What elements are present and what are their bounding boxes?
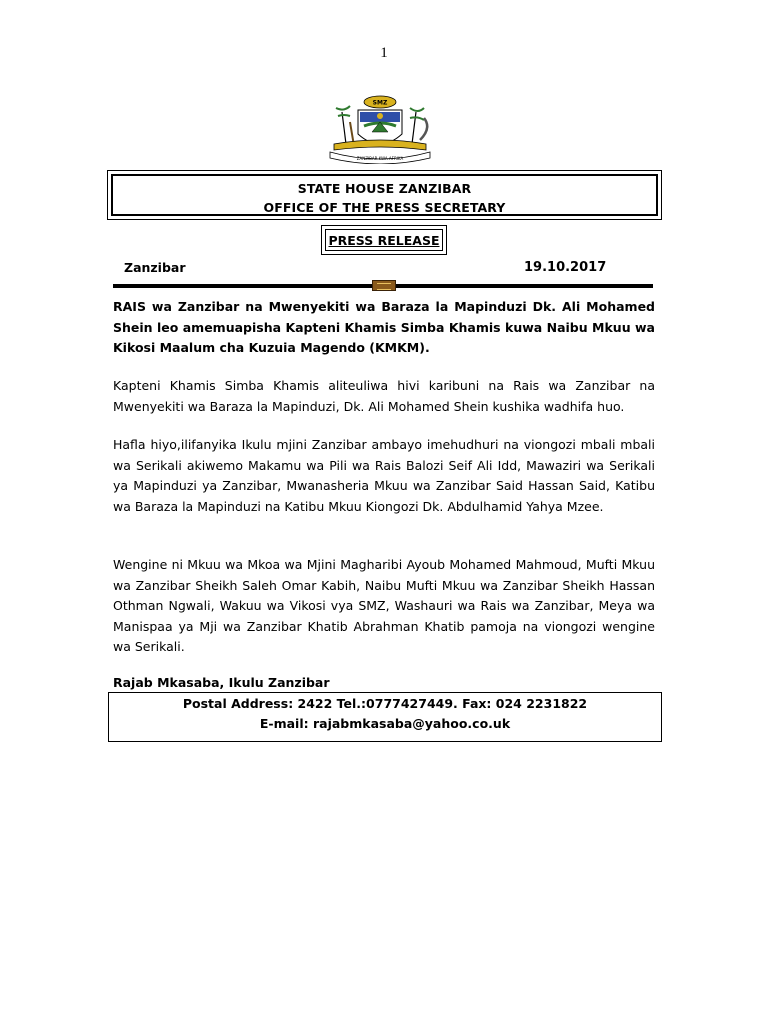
body-paragraph: Hafla hiyo,ilifanyika Ikulu mjini Zanzibar ambayo imehudhuri na viongozi mbali mbali wa Serikali akiwemo Makamu wa Pili wa Rais Balozi Seif Ali Idd, Mawaziri wa Serikali ya Mapinduzi ya Zanzibar, Mwanasheria Mkuu wa Zanzibar Said Hassan Said, Katibu wa Baraza la Mapinduzi na Katibu Mkuu Kiongozi Dk. Abdulhamid Yahya Mzee.: [113, 437, 655, 514]
coat-of-arms-emblem: [320, 92, 440, 164]
lead-paragraph: RAIS wa Zanzibar na Mwenyekiti wa Baraza la Mapinduzi Dk. Ali Mohamed Shein leo amemuapisha Kapteni Khamis Simba Khamis kuwa Naibu Mkuu wa Kikosi Maalum cha Kuzuia Magendo (KMKM).: [113, 299, 655, 355]
header-subtitle: OFFICE OF THE PRESS SECRETARY: [263, 200, 506, 215]
header-box: [107, 170, 662, 220]
page-number: 1: [380, 45, 388, 61]
body-paragraph: Wengine ni Mkuu wa Mkoa wa Mjini Magharibi Ayoub Mohamed Mahmoud, Mufti Mkuu wa Zanzibar Sheikh Saleh Omar Kabih, Naibu Mufti Mkuu wa Zanzibar Sheikh Hassan Othman Ngwali, Wakuu wa Vikosi vya SMZ, Washauri wa Rais wa Zanzibar, Meya wa Manispaa ya Mji wa Zanzibar Khatib Abrahman Khatib pamoja na viongozi wengine wa Serikali.: [113, 557, 655, 654]
press-release-label: PRESS RELEASE: [328, 233, 440, 248]
dateline-date: 19.10.2017: [524, 260, 607, 275]
body-paragraph: Kapteni Khamis Simba Khamis aliteuliwa hivi karibuni na Rais wa Zanzibar na Mwenyekiti wa Baraza la Mapinduzi, Dk. Ali Mohamed Shein kushika wadhifa huo.: [113, 378, 655, 414]
press-release-box: [321, 225, 447, 255]
svg-text:ZANZIBAR KWA AFRIKA: ZANZIBAR KWA AFRIKA: [356, 156, 404, 161]
contact-footer-box: [108, 692, 662, 742]
header-title: STATE HOUSE ZANZIBAR: [297, 181, 472, 196]
email-address: E-mail: rajabmkasaba@yahoo.co.uk: [259, 716, 511, 731]
author-signoff: Rajab Mkasaba, Ikulu Zanzibar: [113, 675, 330, 690]
header-inner-border: [111, 174, 658, 216]
svg-text:SMZ: SMZ: [372, 99, 388, 107]
dateline-place: Zanzibar: [124, 260, 186, 275]
press-release-inner: [325, 229, 443, 251]
postal-address: Postal Address: 2422 Tel.:0777427449. Fax: 024 2231822: [182, 696, 588, 711]
separator-ornament: [372, 280, 396, 291]
